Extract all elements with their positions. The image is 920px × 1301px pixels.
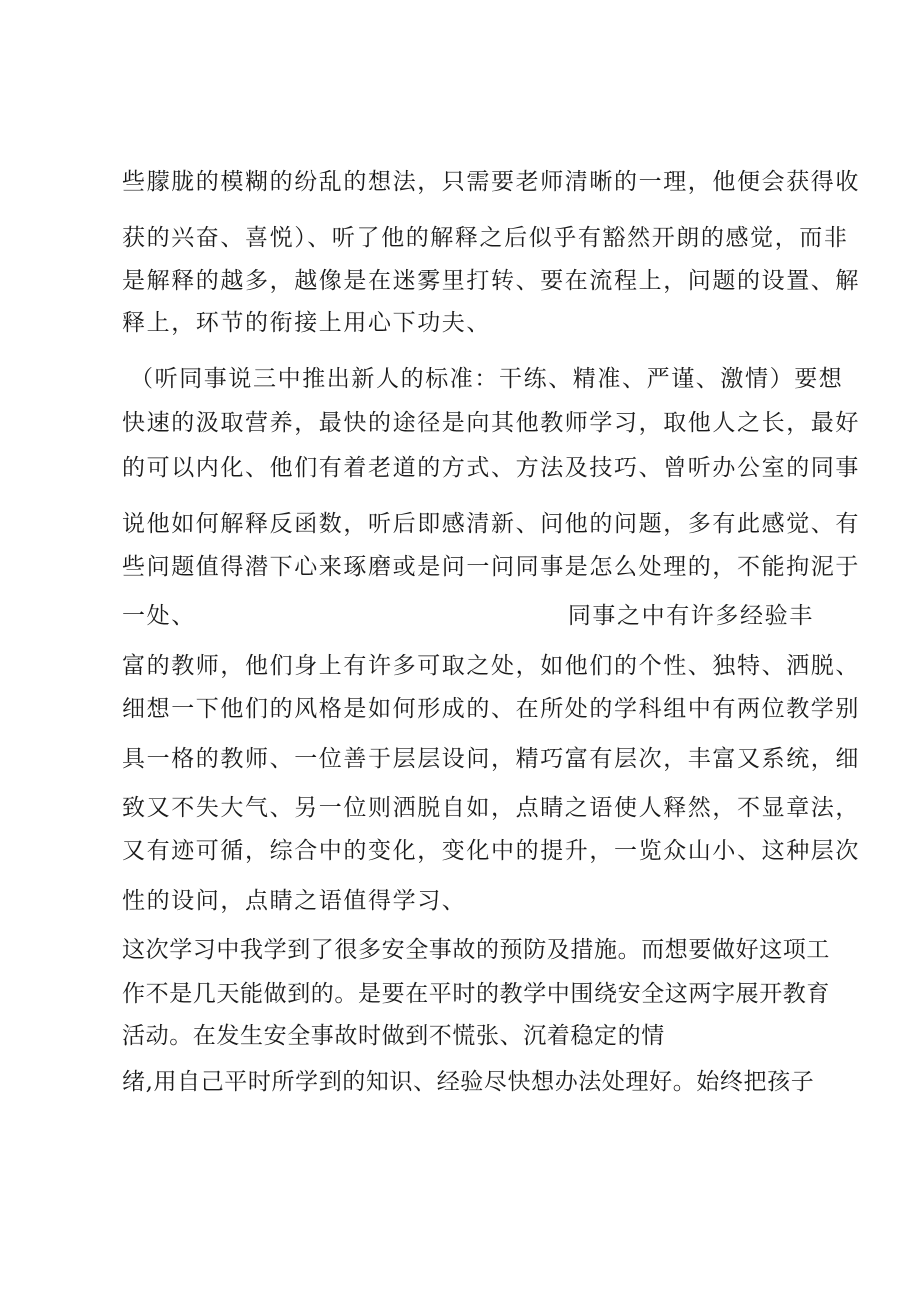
- paragraph-line: 些问题值得潜下心来琢磨或是问一问同事是怎么处理的，不能拘泥于: [122, 554, 860, 580]
- paragraph-line: 具一格的教师、一位善于层层设问，精巧富有层次，丰富又系统，细: [122, 746, 860, 772]
- paragraph-line: 这次学习中我学到了很多安全事故的预防及措施。而想要做好这项工: [122, 937, 830, 963]
- paragraph-line: 性的设问，点睛之语值得学习、: [122, 888, 467, 914]
- split-line-left: 一处、: [122, 603, 196, 629]
- paragraph-line: 活动。在发生安全事故时做到不慌张、沉着稳定的情: [122, 1023, 665, 1049]
- paragraph-line: 绪,用自己平时所学到的知识、经验尽快想办法处理好。始终把孩子: [122, 1069, 815, 1095]
- paragraph-line: 快速的汲取营养，最快的途径是向其他教师学习，取他人之长，最好: [122, 410, 860, 436]
- paragraph-line: 作不是几天能做到的。是要在平时的教学中围绕安全这两字展开教育: [122, 981, 830, 1007]
- paragraph-line: 富的教师，他们身上有许多可取之处，如他们的个性、独特、洒脱、: [122, 653, 860, 679]
- paragraph-line: 释上，环节的衔接上用心下功夫、: [122, 310, 491, 336]
- split-line-right: 同事之中有许多经验丰: [567, 603, 814, 629]
- paragraph-line: （听同事说三中推出新人的标准：干练、精准、严谨、激情）要想: [130, 366, 844, 392]
- paragraph-line: 说他如何解释反函数，听后即感清新、问他的问题，多有此感觉、有: [122, 511, 860, 537]
- paragraph-line: 细想一下他们的风格是如何形成的、在所处的学科组中有两位教学别: [122, 696, 860, 722]
- paragraph-line: 又有迹可循，综合中的变化，变化中的提升，一览众山小、这种层次: [122, 838, 860, 864]
- split-paragraph-line: [122, 598, 822, 634]
- paragraph-line: 是解释的越多，越像是在迷雾里打转、要在流程上，问题的设置、解: [122, 268, 860, 294]
- paragraph-line: 些朦胧的模糊的纷乱的想法，只需要老师清晰的一理，他便会获得收: [122, 169, 860, 195]
- paragraph-line: 获的兴奋、喜悦）、听了他的解释之后似乎有豁然开朗的感觉，而非: [122, 225, 849, 251]
- paragraph-line: 的可以内化、他们有着老道的方式、方法及技巧、曾听办公室的同事: [122, 455, 860, 481]
- paragraph-line: 致又不失大气、另一位则洒脱自如，点睛之语使人释然，不显章法，: [122, 795, 860, 821]
